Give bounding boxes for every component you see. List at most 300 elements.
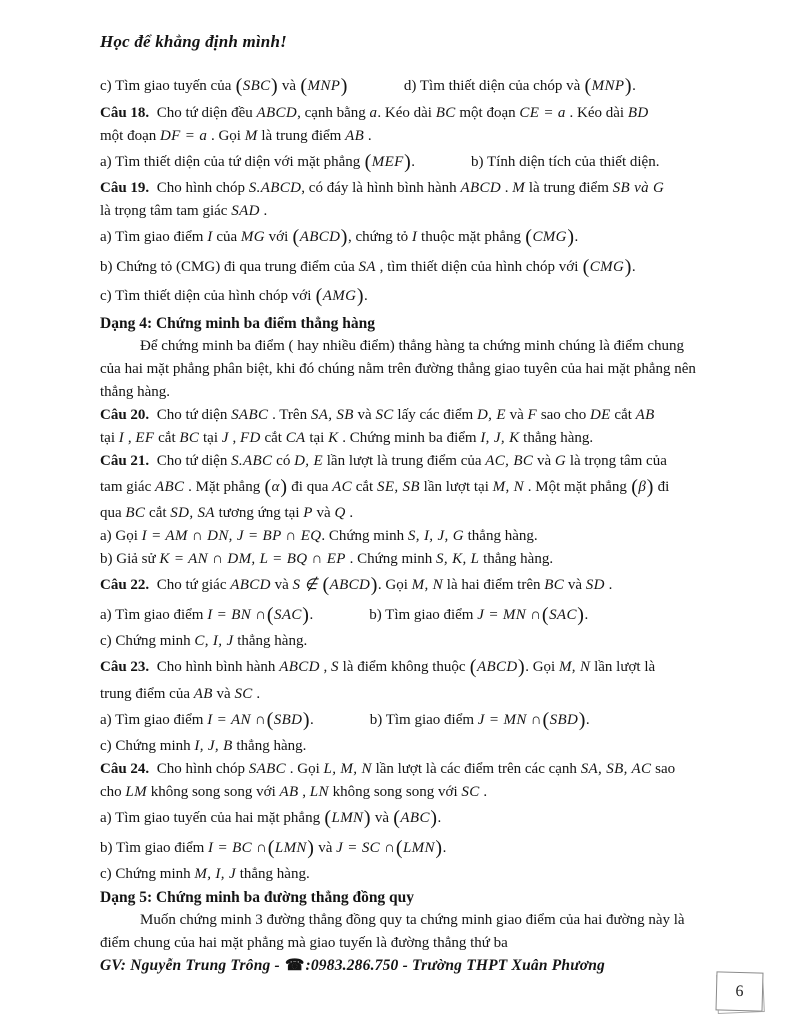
text-line <box>100 653 725 683</box>
math-expression: I = BC ∩ <box>208 839 268 856</box>
big-paren-close: ) <box>567 226 574 248</box>
math-expression: K <box>328 429 339 446</box>
math-expression: β <box>638 478 647 495</box>
math-expression: MNP <box>591 78 625 94</box>
text-line <box>100 177 725 200</box>
text-run: c) Chứng minh <box>100 633 195 649</box>
text-run: . <box>345 505 354 521</box>
math-expression: CA <box>285 429 306 446</box>
math-expression: CE = a <box>519 104 566 121</box>
text-run: thẳng hàng. <box>100 383 170 400</box>
math-expression: S ∉ <box>292 577 322 593</box>
text-run: , cạnh bằng <box>297 104 370 121</box>
math-expression: P <box>303 505 313 521</box>
text-run: là trọng tâm của <box>566 452 667 469</box>
page-number-card <box>715 971 763 1011</box>
text-line <box>100 502 725 525</box>
text-run: và <box>270 577 293 593</box>
text-run: lần lượt là trung điểm của <box>323 452 486 469</box>
text-run: . Trên <box>268 406 311 423</box>
text-run: , <box>228 429 241 446</box>
text-run: cắt <box>351 478 377 495</box>
text-run: c) Tìm thiết diện của hình chóp với <box>100 288 316 304</box>
big-paren-close: ) <box>435 836 443 859</box>
text-line <box>100 200 725 223</box>
math-expression: M, I, J <box>194 866 236 882</box>
bold-label: Câu 19. <box>100 180 150 196</box>
text-run: và <box>314 839 337 856</box>
big-paren-open: ( <box>235 75 243 97</box>
text-run: và <box>371 810 393 826</box>
bold-label: Câu 22. <box>100 577 150 593</box>
text-line <box>100 909 725 932</box>
text-run: . Gọi <box>286 761 324 777</box>
math-expression: M <box>244 127 258 144</box>
text-run: c) Chứng minh <box>100 738 195 754</box>
big-paren-close: ) <box>302 603 309 626</box>
big-paren-open: ( <box>315 285 323 307</box>
big-paren-close: ) <box>340 226 348 248</box>
text-run: Cho tứ diện đều <box>149 104 257 121</box>
text-run: . <box>310 711 314 728</box>
text-run: thẳng hàng. <box>235 866 310 882</box>
text-run: điểm chung của hai mặt phẳng mà giao tuyến là đường thẳng thứ ba <box>100 935 508 951</box>
text-run: thẳng hàng. <box>479 551 554 567</box>
phone-icon: ☎ <box>284 957 305 974</box>
text-run: . <box>364 127 372 144</box>
big-paren-close: ) <box>307 836 314 859</box>
text-line <box>100 223 725 253</box>
math-expression: AC, BC <box>485 452 534 469</box>
math-expression: ABCD <box>329 577 371 593</box>
math-expression: BC <box>179 429 200 446</box>
big-paren-close: ) <box>302 708 310 731</box>
text-run: , có đáy là hình bình hành <box>301 180 461 196</box>
text-line <box>100 683 725 706</box>
big-paren-open: ( <box>584 75 592 97</box>
text-run: . <box>632 78 636 94</box>
text-run: là điểm không thuộc <box>338 659 470 675</box>
text-line <box>100 148 725 178</box>
bold-label: Dạng 5: Chứng minh ba đường thẳng đồng quy <box>100 889 415 906</box>
text-run: và <box>533 452 555 469</box>
text-run: . Chứng minh <box>321 528 408 544</box>
text-run: a) Tìm giao điểm <box>100 606 208 623</box>
footer-teacher: GV: Nguyễn Trung Trông - <box>100 957 284 974</box>
big-paren-close: ) <box>271 75 278 97</box>
text-line <box>100 571 725 601</box>
math-expression: M, N <box>411 577 444 593</box>
math-expression: M, N <box>558 659 591 675</box>
math-expression: SAC <box>549 606 577 623</box>
math-expression: I, J, K <box>480 429 520 446</box>
text-run: b) Chứng tỏ (CMG) đi qua trung điểm của <box>100 258 359 275</box>
text-line <box>100 450 725 473</box>
math-expression: ABCD <box>256 104 298 121</box>
math-expression: AB <box>279 784 299 800</box>
text-run: Cho hình chóp <box>149 761 249 777</box>
text-line <box>100 102 725 125</box>
text-line <box>100 548 725 571</box>
math-expression: SC <box>461 784 480 800</box>
document-body <box>100 72 725 955</box>
text-run: , <box>319 659 332 675</box>
text-line <box>100 358 725 381</box>
text-run: tại <box>305 429 329 446</box>
text-run: là trung điểm <box>257 127 346 144</box>
text-run: tại <box>199 429 222 446</box>
text-run: tam giác <box>100 478 155 495</box>
big-paren-open: ( <box>525 226 532 248</box>
text-run: . Chứng minh <box>345 551 437 567</box>
math-expression: ABCD <box>299 229 341 245</box>
math-expression: SA, SB, AC <box>580 761 652 777</box>
big-paren-close: ) <box>280 475 288 498</box>
math-expression: CMG <box>589 258 625 275</box>
math-expression: S, K, L <box>436 551 480 567</box>
text-run: Cho tứ giác <box>149 577 231 593</box>
math-expression: LM <box>125 784 147 800</box>
text-run: . <box>411 153 416 170</box>
math-expression: ABC <box>400 810 430 826</box>
text-line <box>100 758 725 781</box>
text-line <box>100 863 725 886</box>
big-paren-open: ( <box>266 708 274 731</box>
text-run: lần lượt tại <box>419 478 493 495</box>
math-expression: L, M, N <box>323 761 372 777</box>
text-line <box>100 335 725 358</box>
text-run: . <box>604 577 613 593</box>
text-run: thẳng hàng. <box>233 633 308 649</box>
text-run: . Chứng minh ba điểm <box>338 429 481 446</box>
text-line <box>100 706 725 736</box>
math-expression: SC <box>234 685 253 702</box>
text-run: . Kéo dài <box>377 104 436 121</box>
bold-label: Câu 20. <box>100 406 150 423</box>
text-run: c) Tìm giao tuyến của <box>100 78 236 94</box>
footer-school: :0983.286.750 - Trường THPT Xuân Phương <box>305 957 605 974</box>
big-paren-close: ) <box>578 708 586 731</box>
bold-label: Câu 23. <box>100 659 150 675</box>
math-expression: AB <box>345 127 365 144</box>
text-line <box>100 125 725 148</box>
big-paren-open: ( <box>264 475 272 498</box>
text-line <box>100 404 725 427</box>
text-run: . Mặt phẳng <box>184 478 264 495</box>
text-line <box>100 630 725 653</box>
text-run: cắt <box>145 505 171 521</box>
text-run: một đoạn <box>455 104 520 121</box>
big-paren-close: ) <box>646 475 654 498</box>
text-line <box>100 804 725 834</box>
math-expression: I <box>118 429 125 446</box>
text-run: tương ứng tại <box>214 505 304 521</box>
math-expression: I, J, B <box>194 738 233 754</box>
text-run: một đoạn <box>100 127 160 144</box>
math-expression: BC <box>125 505 146 521</box>
math-expression: a <box>369 104 378 121</box>
math-expression: I <box>207 229 213 245</box>
text-run: lần lượt là các điểm trên các cạnh <box>371 761 581 777</box>
text-run: . <box>501 180 513 196</box>
math-expression: LMN <box>402 839 435 856</box>
text-run: là trung điểm <box>525 180 613 196</box>
big-paren-open: ( <box>542 708 550 731</box>
text-run: không song song với <box>328 784 462 800</box>
math-expression: SAD <box>231 203 260 219</box>
text-run: Cho hình bình hành <box>149 659 280 675</box>
big-paren-open: ( <box>582 255 590 278</box>
big-paren-close: ) <box>518 656 525 678</box>
text-run: không song song với <box>146 784 280 800</box>
math-expression: EF <box>135 429 155 446</box>
text-run: qua <box>100 505 126 521</box>
math-expression: SB và G <box>612 180 665 196</box>
math-expression: S <box>331 659 339 675</box>
big-paren-close: ) <box>340 75 348 97</box>
text-run: Cho tứ diện <box>149 406 232 423</box>
big-paren-open: ( <box>292 226 300 248</box>
header-motto: Học để khẳng định mình! <box>100 32 287 51</box>
text-run: Cho hình chóp <box>149 180 249 196</box>
text-run: sao <box>651 761 676 777</box>
math-expression: J = MN ∩ <box>477 711 542 728</box>
text-run: Để chứng minh ba điểm ( hay nhiều điểm) thẳng hàng ta chứng minh chúng là điểm chung <box>140 337 685 354</box>
text-run: . <box>252 685 261 702</box>
math-expression: SBC <box>242 78 271 94</box>
math-expression: MG <box>240 229 265 245</box>
text-run: tại <box>100 429 119 446</box>
text-run: và <box>564 577 586 593</box>
text-run: cắt <box>260 429 286 446</box>
math-expression: AB <box>193 685 213 702</box>
math-expression: MEF <box>371 153 404 170</box>
math-expression: SA, SB <box>310 406 354 423</box>
text-run: b) Tìm giao điểm <box>369 606 478 623</box>
section-heading <box>100 312 725 335</box>
text-run: của hai mặt phẳng phân biệt, khi đó chúng nằm trên đường thẳng giao tuyên của hai mặt phẳng nên <box>100 360 696 377</box>
big-paren-open: ( <box>364 150 372 173</box>
text-run: là hai điểm trên <box>443 577 545 593</box>
text-run: thẳng hàng. <box>519 429 594 446</box>
math-expression: SABC <box>248 761 287 777</box>
text-line <box>100 473 725 503</box>
math-expression: CMG <box>532 229 567 245</box>
text-run: đi qua <box>287 478 333 495</box>
math-expression: AMG <box>322 288 357 304</box>
text-run: , chứng tỏ <box>347 229 412 245</box>
math-expression: J <box>221 429 229 446</box>
big-paren-open: ( <box>322 574 330 596</box>
math-expression: G <box>554 452 567 469</box>
text-run: c) Chứng minh <box>100 866 195 882</box>
text-run: Cho tứ diện <box>149 452 232 469</box>
text-run: . <box>574 229 579 245</box>
text-run: thẳng hàng. <box>463 528 538 544</box>
text-run: , tìm thiết diện của hình chóp với <box>375 258 583 275</box>
text-run: . <box>364 288 368 304</box>
math-expression: DE <box>589 406 611 423</box>
text-run: . <box>259 203 268 219</box>
text-run: b) Giả sử <box>100 551 160 567</box>
math-expression: BD <box>627 104 649 121</box>
math-expression: M, N <box>492 478 525 495</box>
math-expression: ABCD <box>460 180 502 196</box>
big-paren-close: ) <box>624 255 632 278</box>
text-run: . <box>631 258 636 275</box>
text-line <box>100 735 725 758</box>
text-run: . <box>585 711 590 728</box>
math-expression: J = SC ∩ <box>336 839 396 856</box>
math-expression: I = AN ∩ <box>207 711 267 728</box>
text-line <box>100 932 725 955</box>
math-expression: ABC <box>154 478 185 495</box>
text-run: . Một mặt phẳng <box>524 478 631 495</box>
math-expression: I = AM ∩ DN, J = BP ∩ EQ <box>141 528 322 544</box>
text-line <box>100 525 725 548</box>
text-line <box>100 781 725 804</box>
math-expression: S.ABC <box>231 452 273 469</box>
text-run: . <box>442 839 447 856</box>
text-run: b) Tìm giao điểm <box>100 839 209 856</box>
math-expression: F <box>527 406 538 423</box>
text-run: đi <box>653 478 670 495</box>
math-expression: I = BN ∩ <box>207 606 267 623</box>
text-run: a) Gọi <box>100 528 142 544</box>
math-expression: ABCD <box>279 659 320 675</box>
text-run: cắt <box>154 429 180 446</box>
text-run: và <box>278 78 300 94</box>
math-expression: SBD <box>273 711 303 728</box>
text-run: với <box>264 229 293 245</box>
text-run: cắt <box>610 406 636 423</box>
text-run: d) Tìm thiết diện của chóp và <box>403 78 584 94</box>
bold-label: Câu 24. <box>100 761 150 777</box>
text-run: . Kéo dài <box>565 104 628 121</box>
math-expression: FD <box>240 429 261 446</box>
text-run: và <box>212 685 235 702</box>
text-run: thẳng hàng. <box>232 738 307 754</box>
text-run: , <box>124 429 136 446</box>
math-expression: AB <box>635 406 655 423</box>
big-paren-open: ( <box>267 836 275 859</box>
text-run: a) Tìm giao tuyến của hai mặt phẳng <box>100 810 324 826</box>
text-run: trung điểm của <box>100 685 194 702</box>
math-expression: S, I, J, G <box>407 528 464 544</box>
math-expression: D, E <box>294 452 323 469</box>
text-line <box>100 601 725 631</box>
math-expression: C, I, J <box>194 633 234 649</box>
big-paren-open: ( <box>631 475 638 498</box>
page-number-box <box>716 972 763 1011</box>
bold-label: Câu 21. <box>100 452 150 469</box>
big-paren-close: ) <box>363 807 371 829</box>
math-expression: Q <box>334 505 346 521</box>
text-run: có <box>272 452 295 469</box>
math-expression: K = AN ∩ DM, L = BQ ∩ EP <box>159 551 346 567</box>
math-expression: SAC <box>274 606 302 623</box>
section-heading <box>100 886 725 909</box>
math-expression: α <box>271 478 280 495</box>
math-expression: ABCD <box>230 577 271 593</box>
text-run: lấy các điểm <box>393 406 477 423</box>
math-expression: BC <box>544 577 565 593</box>
math-expression: LN <box>309 784 329 800</box>
text-run: , <box>298 784 310 800</box>
text-run: . Gọi <box>377 577 412 593</box>
math-expression: SD <box>585 577 605 593</box>
math-expression: LMN <box>274 839 307 856</box>
text-run: cho <box>100 784 126 800</box>
math-expression: S.ABCD <box>248 180 302 196</box>
math-expression: AC <box>332 478 352 495</box>
math-expression: I <box>411 229 418 245</box>
text-run: . <box>309 606 314 623</box>
text-line <box>100 427 725 450</box>
math-expression: J = MN ∩ <box>477 606 542 623</box>
big-paren-close: ) <box>577 603 584 626</box>
big-paren-open: ( <box>266 603 274 626</box>
footer-credit <box>100 956 605 975</box>
text-run: . Gọi <box>207 127 245 144</box>
text-run: sao cho <box>537 406 590 423</box>
text-run: . <box>479 784 488 800</box>
text-line <box>100 834 725 864</box>
math-expression: BC <box>435 104 456 121</box>
big-paren-close: ) <box>404 150 411 173</box>
big-paren-close: ) <box>430 807 437 829</box>
math-expression: SC <box>375 406 394 423</box>
text-run: và <box>353 406 376 423</box>
text-run: . Gọi <box>525 659 559 675</box>
big-paren-close: ) <box>370 574 378 596</box>
text-run: và <box>505 406 528 423</box>
text-run: b) Tìm giao điểm <box>369 711 478 728</box>
text-line <box>100 253 725 283</box>
text-run: . <box>584 606 589 623</box>
text-line <box>100 381 725 404</box>
math-expression: SE, SB <box>376 478 420 495</box>
text-run: a) Tìm giao điểm <box>100 711 208 728</box>
text-run: và <box>312 505 335 521</box>
text-run: a) Tìm giao điểm <box>100 229 208 245</box>
text-run: của <box>212 229 241 245</box>
math-expression: DF = a <box>160 127 208 144</box>
big-paren-open: ( <box>541 603 549 626</box>
math-expression: ABCD <box>476 659 518 675</box>
text-run: là trọng tâm tam giác <box>100 203 232 219</box>
math-expression: M <box>512 180 526 196</box>
math-expression: SA <box>358 258 376 275</box>
text-run: lần lượt là <box>590 659 656 675</box>
text-line <box>100 72 725 102</box>
text-run: . <box>437 810 442 826</box>
math-expression: D, E <box>476 406 506 423</box>
math-expression: SBD <box>549 711 579 728</box>
big-paren-open: ( <box>393 807 400 829</box>
bold-label: Câu 18. <box>100 104 150 121</box>
math-expression: SABC <box>231 406 269 423</box>
big-paren-open: ( <box>395 836 403 859</box>
text-run: b) Tính diện tích của thiết diện. <box>471 153 660 170</box>
text-run: Muốn chứng minh 3 đường thẳng đồng quy ta chứng minh giao điểm của hai đường này là <box>140 912 685 928</box>
page-number: 6 <box>735 982 744 1000</box>
text-run: a) Tìm thiết diện của tứ diện với mặt phẳng <box>100 153 365 170</box>
big-paren-close: ) <box>356 285 364 307</box>
bold-label: Dạng 4: Chứng minh ba điểm thẳng hàng <box>100 314 376 332</box>
math-expression: MNP <box>307 78 341 94</box>
text-run: thuộc mặt phẳng <box>417 229 525 245</box>
